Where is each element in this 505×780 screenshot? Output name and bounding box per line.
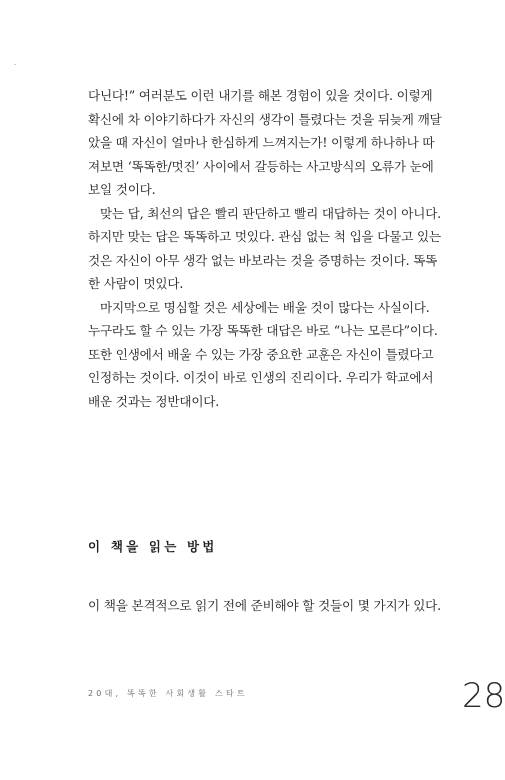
margin-mark bbox=[14, 64, 16, 65]
text-line: 맞는 답, 최선의 답은 빨리 판단하고 빨리 대답하는 것이 아니다. bbox=[100, 205, 441, 221]
paragraph-3 bbox=[88, 296, 444, 414]
text-line: 것은 자신이 아무 생각 없는 바보라는 것을 증명하는 것이다. 똑똑 bbox=[88, 252, 438, 268]
text-line: 확신에 차 이야기하다가 자신의 생각이 틀렸다는 것을 뒤늦게 깨달 bbox=[88, 111, 442, 127]
text-line: 져보면 ‘똑똑한/멋진’ 사이에서 갈등하는 사고방식의 오류가 눈에 bbox=[88, 158, 434, 174]
text-line: 인정하는 것이다. 이것이 바로 인생의 진리이다. 우리가 학교에서 bbox=[88, 370, 434, 385]
text-line: 한 사람이 멋있다. bbox=[88, 276, 184, 291]
text-line: 또한 인생에서 배울 수 있는 가장 중요한 교훈은 자신이 틀렸다고 bbox=[88, 346, 434, 362]
text-line: 았을 때 자신이 얼마나 한심하게 느껴지는가! 이렇게 하나하나 따 bbox=[88, 135, 435, 150]
paragraph-2 bbox=[88, 202, 444, 296]
section-heading: 이 책을 읽는 방법 bbox=[88, 539, 218, 555]
text-line: 보일 것이다. bbox=[88, 182, 156, 197]
text-line: 다닌다!” 여러분도 이런 내기를 해본 경험이 있을 것이다. 이렇게 bbox=[88, 88, 433, 103]
text-line: 하지만 맞는 답은 똑똑하고 멋있다. 관심 없는 척 입을 다물고 있는 bbox=[88, 229, 441, 244]
page-number: 28 bbox=[462, 676, 505, 716]
section-intro: 이 책을 본격적으로 읽기 전에 준비해야 할 것들이 몇 가지가 있다. bbox=[88, 597, 441, 613]
running-footer-title: 20대, 똑똑한 사회생활 스타트 bbox=[88, 689, 248, 698]
text-line: 누구라도 할 수 있는 가장 똑똑한 대답은 바로 “나는 모른다”이다. bbox=[88, 323, 438, 338]
text-line: 마지막으로 명심할 것은 세상에는 배울 것이 많다는 사실이다. bbox=[100, 299, 430, 315]
paragraph-1 bbox=[88, 84, 444, 202]
body-text bbox=[88, 84, 444, 413]
text-line: 배운 것과는 정반대이다. bbox=[88, 393, 220, 409]
